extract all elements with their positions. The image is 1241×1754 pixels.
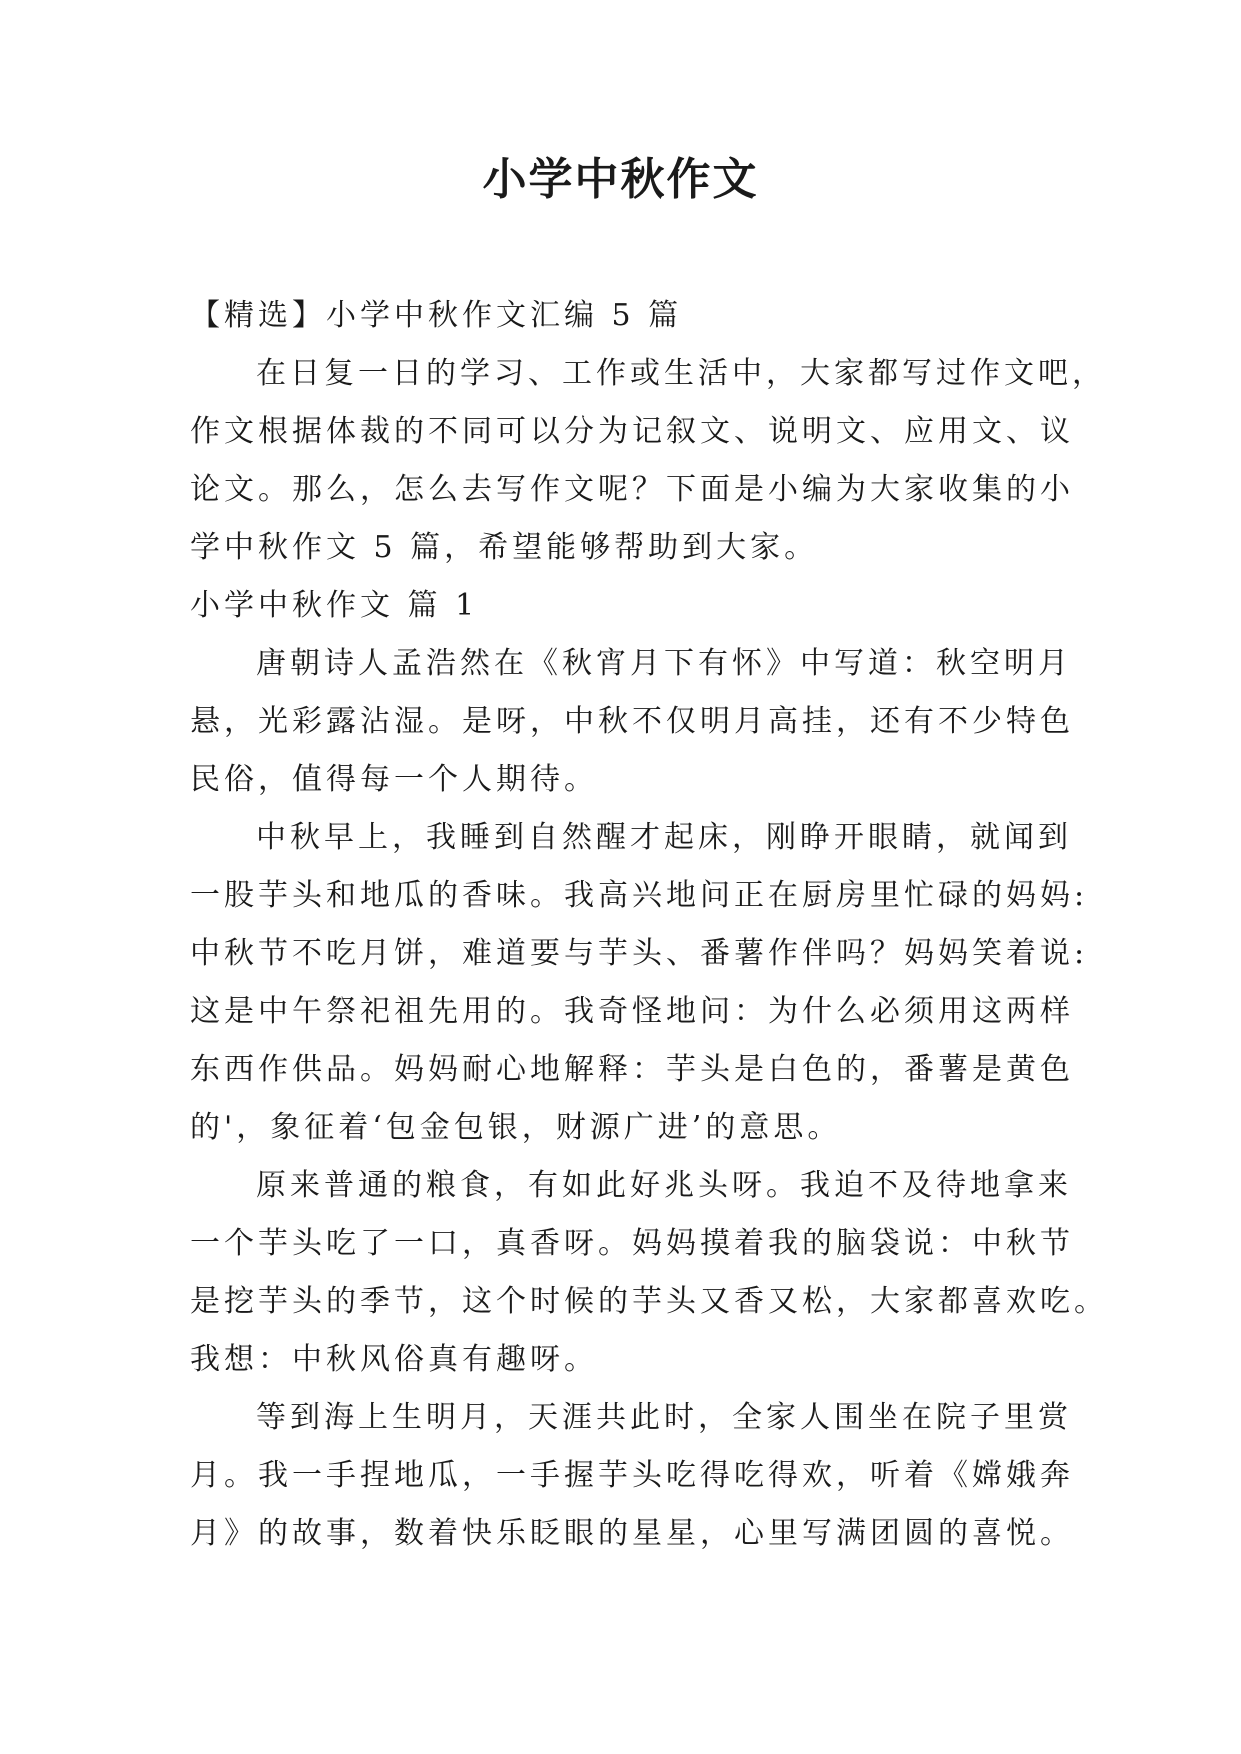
paragraph-line: 月》的故事，数着快乐眨眼的星星，心里写满团圆的喜悦。 — [190, 1516, 1074, 1551]
paragraph-line: 我想：中秋风俗真有趣呀。 — [190, 1342, 598, 1377]
paragraph-line: 悬，光彩露沾湿。是呀，中秋不仅明月高挂，还有不少特色 — [190, 704, 1074, 739]
paragraph-line: 原来普通的粮食，有如此好兆头呀。我迫不及待地拿来 — [256, 1168, 1072, 1203]
intro-line: 学中秋作文 5 篇，希望能够帮助到大家。 — [190, 530, 819, 565]
paragraph-line: 民俗，值得每一个人期待。 — [190, 762, 598, 797]
document-body — [190, 287, 1108, 1563]
paragraph-line: 一股芋头和地瓜的香味。我高兴地问正在厨房里忙碌的妈妈: — [190, 878, 1089, 913]
section-title: 小学中秋作文 篇 1 — [190, 588, 479, 623]
paragraph-line: 是挖芋头的季节，这个时候的芋头又香又松，大家都喜欢吃。 — [190, 1284, 1108, 1319]
paragraph-line: 的'，象征着‘包金包银，财源广进’的意思。 — [190, 1110, 842, 1145]
paragraph-1 — [190, 635, 1074, 809]
paragraph-line: 一个芋头吃了一口，真香呀。妈妈摸着我的脑袋说：中秋节 — [190, 1226, 1074, 1261]
paragraph-2 — [190, 809, 1089, 1157]
intro-line: 作文根据体裁的不同可以分为记叙文、说明文、应用文、议 — [190, 414, 1074, 449]
paragraph-line: 中秋节不吃月饼，难道要与芋头、番薯作伴吗？妈妈笑着说: — [190, 936, 1089, 971]
intro-paragraph — [190, 345, 1106, 577]
paragraph-line: 这是中午祭祀祖先用的。我奇怪地问：为什么必须用这两样 — [190, 994, 1074, 1029]
intro-line: 在日复一日的学习、工作或生活中，大家都写过作文吧， — [256, 356, 1106, 391]
paragraph-3 — [190, 1157, 1108, 1389]
paragraph-line: 东西作供品。妈妈耐心地解释：芋头是白色的，番薯是黄色 — [190, 1052, 1074, 1087]
paragraph-4 — [190, 1389, 1074, 1563]
paragraph-line: 等到海上生明月，天涯共此时，全家人围坐在院子里赏 — [256, 1400, 1072, 1435]
paragraph-line: 唐朝诗人孟浩然在《秋宵月下有怀》中写道：秋空明月 — [256, 646, 1072, 681]
document-title: 小学中秋作文 — [482, 154, 759, 205]
paragraph-line: 月。我一手捏地瓜，一手握芋头吃得吃得欢，听着《嫦娥奔 — [190, 1458, 1074, 1493]
intro-line: 论文。那么，怎么去写作文呢？下面是小编为大家收集的小 — [190, 472, 1074, 507]
intro-heading: 【精选】小学中秋作文汇编 5 篇 — [190, 298, 683, 333]
paragraph-line: 中秋早上，我睡到自然醒才起床，刚睁开眼睛，就闻到 — [256, 820, 1072, 855]
